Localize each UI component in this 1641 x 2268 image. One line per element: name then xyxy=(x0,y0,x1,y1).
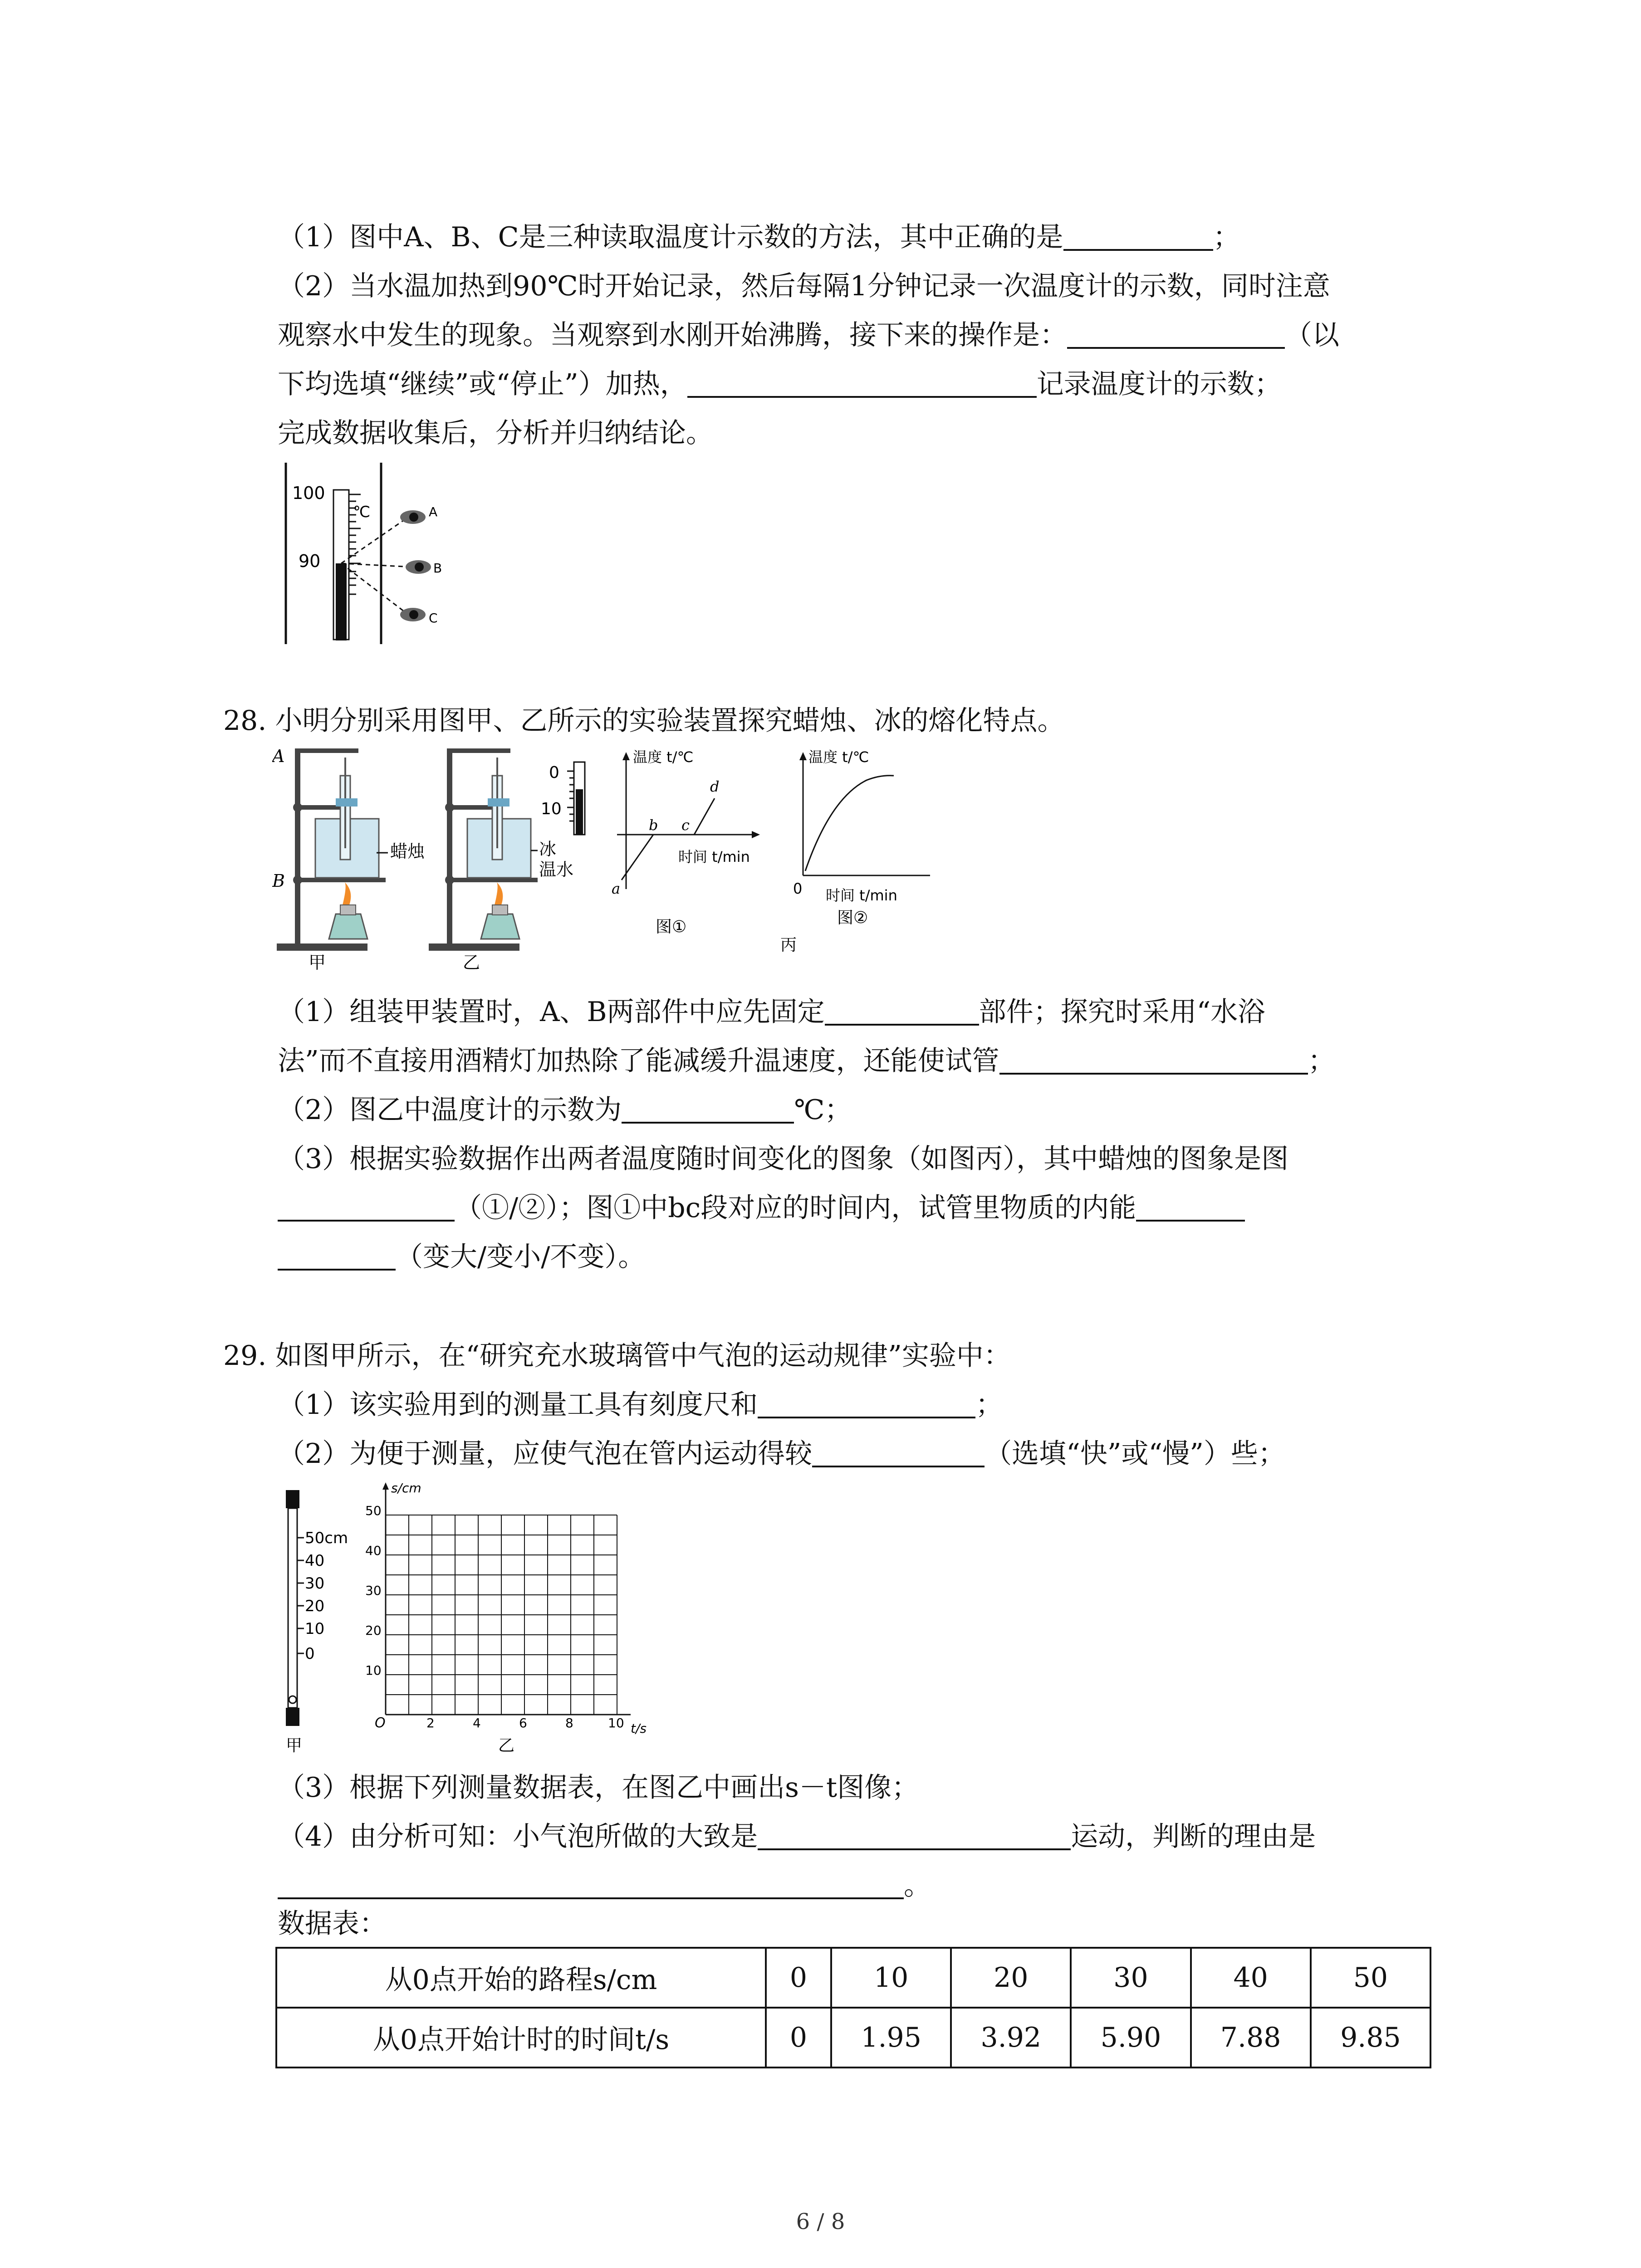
q27-part2-line3: 下均选填“继续”或“停止”）加热， 记录温度计的示数； xyxy=(278,368,1282,400)
graph1-point-d: d xyxy=(710,778,720,795)
answer-blank[interactable] xyxy=(278,1242,396,1271)
graph2-zero: 0 xyxy=(793,880,803,897)
graph1-xlabel: 时间 t/min xyxy=(678,848,750,865)
tube-mark-0: 0 xyxy=(305,1645,315,1663)
table-cell: 0 xyxy=(766,2008,831,2068)
graph1-name: 图① xyxy=(656,918,687,936)
graph2-name: 图② xyxy=(837,909,868,927)
answer-blank[interactable] xyxy=(999,1046,1308,1075)
grid-ylabel: s/cm xyxy=(391,1481,421,1496)
q28-part1-line2: 法”而不直接用酒精灯加热除了能减缓升温速度，还能使试管 ； xyxy=(278,1045,1335,1077)
table-cell: 7.88 xyxy=(1191,2008,1311,2068)
table-cell: 1.95 xyxy=(831,2008,951,2068)
answer-blank[interactable] xyxy=(687,369,1037,398)
figure-bing-label: 丙 xyxy=(780,936,797,954)
eye-label-a: A xyxy=(429,504,438,519)
thermometer-reading-figure xyxy=(272,458,472,649)
apparatus-yi-label: 乙 xyxy=(463,953,480,971)
tube-mark-40: 40 xyxy=(305,1552,325,1570)
q29-part3: （3）根据下列测量数据表，在图乙中画出s－t图像； xyxy=(278,1772,919,1804)
tube-figure-label: 甲 xyxy=(286,1736,303,1755)
apparatus-yi xyxy=(429,748,538,951)
answer-blank[interactable] xyxy=(758,1389,975,1418)
answer-blank[interactable] xyxy=(622,1095,794,1124)
q27-part2-line4: 完成数据收集后，分析并归纳结论。 xyxy=(278,417,713,449)
eye-label-b: B xyxy=(433,561,442,576)
q29-stem: 29. 如图甲所示，在“研究充水玻璃管中气泡的运动规律”实验中： xyxy=(223,1340,1011,1372)
apparatus-jia xyxy=(277,748,386,951)
q28-part3-line2: （①/②）；图①中bc段对应的时间内，试管里物质的内能 xyxy=(278,1188,1245,1228)
table-cell: 50 xyxy=(1311,1948,1430,2008)
table-caption: 数据表： xyxy=(278,1908,387,1940)
label-A: A xyxy=(272,746,285,766)
thermo-tick-90: 90 xyxy=(299,551,321,571)
q28-part3-line1: （3）根据实验数据作出两者温度随时间变化的图象（如图丙），其中蜡烛的图象是图 xyxy=(278,1143,1289,1175)
table-row xyxy=(276,1948,1430,2008)
q29-figure xyxy=(272,1479,681,1769)
ice-label: 冰 xyxy=(539,839,557,859)
answer-blank[interactable] xyxy=(825,997,979,1026)
graph-1 xyxy=(612,748,760,936)
label-B: B xyxy=(272,871,285,891)
grid-xtick-4: 4 xyxy=(473,1716,481,1730)
q29-part2: （2）为便于测量，应使气泡在管内运动得较 （选填“快”或“慢”）些； xyxy=(278,1438,1285,1470)
table-cell: 40 xyxy=(1191,1948,1311,2008)
q28-part2: （2）图乙中温度计的示数为 ℃； xyxy=(278,1094,852,1126)
q27-part2-line2: 观察水中发生的现象。当观察到水刚开始沸腾，接下来的操作是： （以 xyxy=(278,319,1339,351)
candle-label: 蜡烛 xyxy=(390,841,425,861)
answer-blank[interactable] xyxy=(1136,1193,1245,1222)
eye-icon xyxy=(400,608,426,621)
q29-part4-line2: 。 xyxy=(278,1866,931,1906)
thermometer-scale xyxy=(541,762,585,835)
page-number: 6 / 8 xyxy=(796,2209,845,2234)
grid-ytick-30: 30 xyxy=(365,1583,382,1598)
tube-mark-10: 10 xyxy=(305,1620,325,1638)
answer-blank[interactable] xyxy=(812,1438,985,1467)
grid-ytick-20: 20 xyxy=(365,1623,382,1638)
st-grid xyxy=(365,1481,647,1755)
tube-mark-30: 30 xyxy=(305,1574,325,1593)
answer-blank[interactable] xyxy=(278,1193,455,1222)
graph1-point-a: a xyxy=(612,880,621,897)
glass-tube xyxy=(286,1490,348,1755)
graph2-xlabel: 时间 t/min xyxy=(826,887,897,904)
therm-tick-10: 10 xyxy=(541,800,562,818)
graph-2 xyxy=(793,748,930,927)
grid-ytick-50: 50 xyxy=(365,1503,382,1518)
grid-ytick-10: 10 xyxy=(365,1663,382,1678)
eye-label-c: C xyxy=(429,611,438,626)
q28-stem: 28. 小明分别采用图甲、乙所示的实验装置探究蜡烛、冰的熔化特点。 xyxy=(223,705,1065,737)
graph2-ylabel: 温度 t/℃ xyxy=(808,748,869,766)
q28-part3-line3: （变大/变小/不变）。 xyxy=(278,1237,645,1277)
table-cell: 20 xyxy=(951,1948,1071,2008)
eye-icon xyxy=(400,510,426,524)
thermo-unit: ℃ xyxy=(353,503,371,521)
table-cell: 5.90 xyxy=(1071,2008,1190,2068)
table-row xyxy=(276,2008,1430,2068)
graph1-point-b: b xyxy=(649,816,658,834)
graph1-point-c: c xyxy=(681,816,690,834)
grid-xlabel: t/s xyxy=(631,1721,647,1736)
grid-figure-label: 乙 xyxy=(498,1736,515,1755)
tube-mark-20: 20 xyxy=(305,1597,325,1615)
q28-part1-line1: （1）组装甲装置时，A、B两部件中应先固定 部件；探究时采用“水浴 xyxy=(278,996,1265,1028)
grid-xtick-8: 8 xyxy=(565,1716,573,1730)
therm-tick-0: 0 xyxy=(549,763,559,782)
answer-blank[interactable] xyxy=(1067,320,1285,349)
grid-xtick-6: 6 xyxy=(519,1716,527,1730)
table-cell-label: 从0点开始计时的时间t/s xyxy=(276,2008,766,2068)
q27-part2-line1: （2）当水温加热到90℃时开始记录，然后每隔1分钟记录一次温度计的示数，同时注意 xyxy=(278,270,1330,302)
answer-blank[interactable] xyxy=(278,1870,904,1899)
table-cell: 9.85 xyxy=(1311,2008,1430,2068)
tube-mark-50: 50cm xyxy=(305,1529,348,1547)
q27-part1: （1）图中A、B、C是三种读取温度计示数的方法，其中正确的是 ； xyxy=(278,221,1240,253)
table-cell: 3.92 xyxy=(951,2008,1071,2068)
eye-icon xyxy=(406,560,431,574)
q29-part1: （1）该实验用到的测量工具有刻度尺和 ； xyxy=(278,1389,1003,1421)
grid-xtick-2: 2 xyxy=(426,1716,435,1730)
table-cell: 30 xyxy=(1071,1948,1190,2008)
warm-water-label: 温水 xyxy=(539,860,574,880)
thermo-tick-100: 100 xyxy=(292,483,325,503)
grid-origin: O xyxy=(375,1715,386,1731)
apparatus-jia-label: 甲 xyxy=(309,953,326,971)
table-cell-label: 从0点开始的路程s/cm xyxy=(276,1948,766,2008)
answer-blank[interactable] xyxy=(758,1821,1071,1850)
answer-blank[interactable] xyxy=(1063,222,1213,251)
grid-ytick-40: 40 xyxy=(365,1543,382,1558)
table-cell: 0 xyxy=(766,1948,831,2008)
q29-part4: （4）由分析可知：小气泡所做的大致是 运动，判断的理由是 xyxy=(278,1821,1316,1853)
data-table xyxy=(275,1947,1431,2068)
grid-xtick-10: 10 xyxy=(608,1716,624,1730)
graph1-ylabel: 温度 t/℃ xyxy=(633,748,694,766)
q28-apparatus-figure xyxy=(272,744,971,971)
table-cell: 10 xyxy=(831,1948,951,2008)
